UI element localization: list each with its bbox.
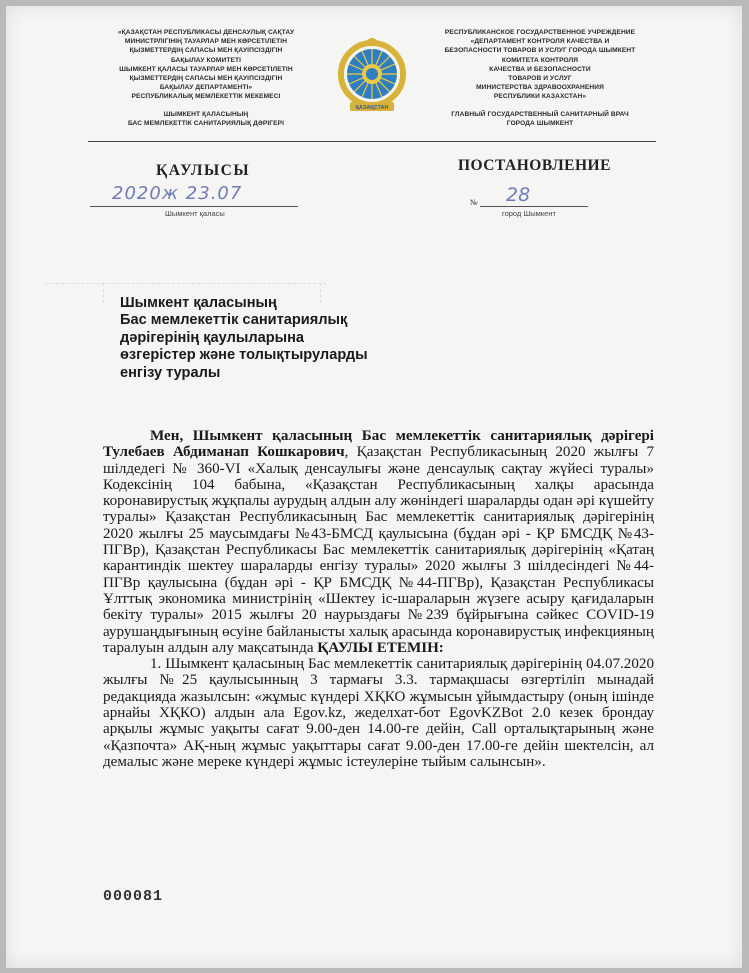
header-left-line: БАҚЫЛАУ КОМИТЕТІ [170, 56, 242, 64]
subject-line: дәрігерінің қаулыларына [120, 329, 305, 346]
handwritten-number: 28 [506, 184, 531, 206]
intro-text: , Қазақстан Республикасының 2020 жылғы 7 шілдедегі № 360-VI «Халық денсаулығы және денсаулық сақтау жүйесі туралы» Кодексінің 104 бабына, «Қазақстан Республикасының халқы арасында коронавирустық жұқпалы аурудың алдын алу жөніндегі шараларды одан әрі күшейту туралы» Қазақстан Республикасының Бас мемлекеттік санитариялық дәрігерінің 2020 жылғы 25 маусымдағы №43-БМСД қаулысына (бұдан әрі - ҚР БМСДҚ №43-ПГВр), Қазақстан Республикасы Бас мемлекеттік санитариялық дәрігерінің «Қатаң карантиндік шектеу шараларды енгізу туралы» 2020 жылғы 3 шілдесіндегі №44-ПГВр қаулысына (бұдан әрі - ҚР БМСДҚ №44-ПГВр), Қазақстан Республикасы Ұлттық экономика министрінің «Шектеу іс-шараларын жүзеге асыру қағидаларын бекіту туралы» 2015 жылғы 20 наурыздағы №239 бұйрығына сәйкес COVID-19 аурушаңдығының өсуіне байланысты халық арасында коронавирустық инфекцияның таралуын алдын алу мақсатында [103, 444, 655, 656]
header-left-line: МИНИСТРЛІГІНІҢ ТАУАРЛАР МЕН КӨРСЕТІЛЕТІН [124, 38, 288, 46]
body-text [103, 428, 654, 770]
header-right-line: «ДЕПАРТАМЕНТ КОНТРОЛЯ КАЧЕСТВА И [470, 38, 610, 46]
header-right-line: КОМИТЕТА КОНТРОЛЯ [501, 56, 579, 64]
header-left-line: «ҚАЗАҚСТАН РЕСПУБЛИКАСЫ ДЕНСАУЛЫҚ САҚТАУ [117, 29, 295, 36]
header-right-line: РЕСПУБЛИКИ КАЗАХСТАН» [493, 93, 587, 101]
header-left-line: РЕСПУБЛИКАЛЫҚ МЕМЛЕКЕТТІК МЕКЕМЕСІ [131, 93, 281, 101]
number-underline [480, 206, 588, 207]
subject-line: Шымкент қаласының [120, 295, 277, 311]
number-prefix: № [470, 198, 478, 207]
header-right-line: КАЧЕСТВА И БЕЗОПАСНОСТИ [489, 65, 591, 73]
handwritten-date: 2020ж 23.07 [112, 183, 243, 204]
intro-bold: Мен, Шымкент қаласының Бас мемлекеттік санитариялық дәрігері Тулебаев Абдиманап Кошкарович [103, 428, 654, 461]
header-right-line: БЕЗОПАСНОСТИ ТОВАРОВ И УСЛУГ ГОРОДА ШЫМКЕНТ [444, 47, 636, 55]
city-kz: Шымкент қаласы [165, 209, 225, 218]
city-ru: город Шымкент [502, 209, 556, 218]
title-kz: ҚАУЛЫСЫ [156, 162, 251, 179]
header-right-line: МИНИСТЕРСТВА ЗДРАВООХРАНЕНИЯ [476, 84, 604, 92]
subject-line: Бас мемлекеттік санитариялық [120, 312, 348, 329]
header-left-role: ШЫМКЕНТ ҚАЛАСЫНЫҢ [163, 110, 249, 118]
emblem-text: ҚАЗАҚСТАН [355, 105, 389, 111]
item-1-paragraph: 1. Шымкент қаласының Бас мемлекеттік санитариялық дәрігерінің 04.07.2020 жылғы №25 қаулысынның 3 тармағы 3.3. тармақшасы өзгертіліп мынадай редакцияда жазылсын: «жұмыс күндері ХҚКО жұмысын ұйымдастыру (оның ішінде арнайы ХҚКО) алдын ала Egov.kz, жеделхат-бот EgovKZBot 2.0 кезек брондау арқылы жұмыс уақыты сағат 9.00-ден 14.00-ге дейін, Call орталықтарының және «Қазпочта» АҚ-ның жұмыс уақыттары сағат 9.00-ден 17.00-ге дейін шектелсін, ал демалыс және мереке күндері жұмыс істеулеріне тыйым салынсын». [103, 656, 654, 770]
intro-paragraph [103, 428, 654, 656]
faint-guide-line [46, 283, 326, 284]
header-left-kz [78, 28, 334, 128]
date-underline [90, 206, 298, 207]
resolution-phrase: ҚАУЛЫ ЕТЕМІН: [317, 639, 444, 656]
subject-line: енгізу туралы [120, 364, 221, 381]
state-emblem-icon [336, 38, 408, 116]
header-left-line: ҚЫЗМЕТТЕРДІҢ САПАСЫ МЕН ҚАУІПСІЗДІГІН [129, 47, 283, 55]
faint-guide-line [103, 283, 104, 303]
header-right-line: РЕСПУБЛИКАНСКОЕ ГОСУДАРСТВЕННОЕ УЧРЕЖДЕНИЕ [444, 29, 636, 36]
serial-number: 000081 [103, 888, 164, 905]
header-left-line: ШЫМКЕНТ ҚАЛАСЫ ТАУАРЛАР МЕН КӨРСЕТІЛЕТІН [119, 65, 293, 73]
header-left-role: БАС МЕМЛЕКЕТТІК САНИТАРИЯЛЫҚ ДӘРІГЕРІ [127, 119, 285, 127]
header-left-line: ҚЫЗМЕТТЕРДІҢ САПАСЫ МЕН ҚАУІПСІЗДІГІН [129, 75, 283, 83]
header-left-line: БАҚЫЛАУ ДЕПАРТАМЕНТІ» [159, 84, 253, 92]
subject-line: өзгерістер және толықтыруларды [120, 347, 368, 364]
header-right-ru [406, 28, 674, 128]
subject-block [120, 295, 420, 382]
header-divider [88, 141, 656, 142]
header-right-role: ГЛАВНЫЙ ГОСУДАРСТВЕННЫЙ САНИТАРНЫЙ ВРАЧ [451, 110, 629, 118]
header-right-role: ГОРОДА ШЫМКЕНТ [506, 119, 574, 127]
header-right-line: ТОВАРОВ И УСЛУГ [508, 75, 572, 83]
title-ru: ПОСТАНОВЛЕНИЕ [458, 157, 611, 174]
